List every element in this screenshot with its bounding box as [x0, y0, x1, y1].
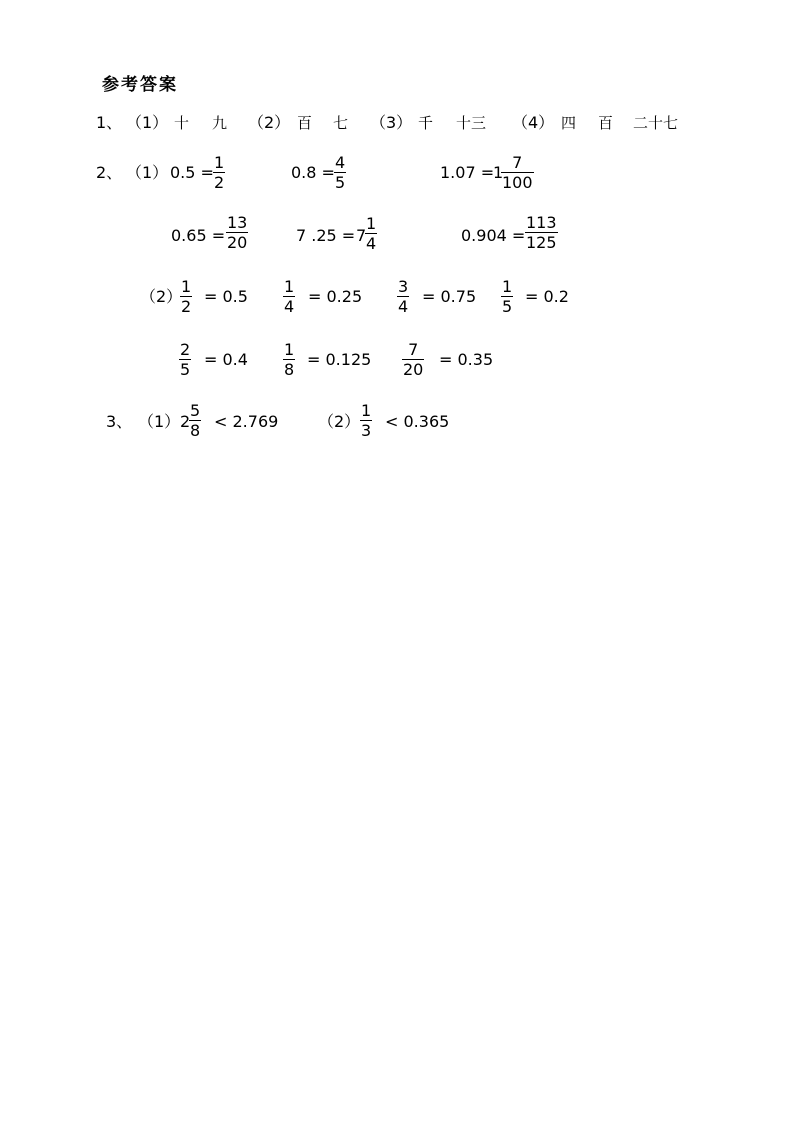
fraction [334, 153, 346, 192]
equation-rhs: = 0.35 [439, 350, 494, 369]
denominator: 4 [398, 297, 409, 316]
denominator: 20 [227, 233, 248, 252]
equation-rhs: = 0.5 [204, 287, 248, 306]
question-number: 1、 [96, 113, 123, 132]
part-label: （2） [140, 287, 183, 306]
numerator: 13 [227, 213, 248, 232]
equation-rhs: = 0.2 [525, 287, 569, 306]
question-number: 3、 [106, 412, 133, 431]
numerator: 1 [284, 340, 295, 359]
page-title: 参考答案 [102, 75, 178, 95]
inequality-rhs: < 2.769 [214, 412, 279, 431]
equation-rhs: = 0.75 [422, 287, 477, 306]
fraction [226, 213, 248, 252]
denominator: 8 [284, 360, 295, 379]
fraction [501, 153, 534, 192]
denominator: 100 [502, 173, 533, 192]
denominator: 8 [190, 421, 201, 440]
fraction [397, 277, 409, 316]
equation-lhs: 0.904 = [461, 226, 526, 245]
fraction [189, 401, 201, 440]
equation-lhs: 0.8 = [291, 163, 335, 182]
denominator: 2 [214, 173, 225, 192]
numerator: 1 [361, 401, 372, 420]
fraction [283, 340, 295, 379]
numerator: 1 [214, 153, 225, 172]
denominator: 125 [526, 233, 557, 252]
fraction [283, 277, 295, 316]
denominator: 2 [181, 297, 192, 316]
denominator: 4 [284, 297, 295, 316]
part-label: （4） [512, 113, 555, 132]
answer-text: 百 [598, 114, 614, 132]
denominator: 20 [403, 360, 424, 379]
numerator: 7 [408, 340, 419, 359]
equation-lhs: 0.65 = [171, 226, 226, 245]
answer-text: 十三 [456, 114, 487, 132]
equation-rhs: = 0.25 [308, 287, 363, 306]
answer-text: 七 [333, 114, 349, 132]
equation-lhs: 0.5 = [170, 163, 214, 182]
inequality-rhs: < 0.365 [385, 412, 450, 431]
denominator: 5 [335, 173, 346, 192]
fraction [179, 340, 191, 379]
part-label: （2） [248, 113, 291, 132]
answer-text: 九 [212, 114, 228, 132]
numerator: 5 [190, 401, 201, 420]
fraction [213, 153, 225, 192]
whole-number: 2 [180, 412, 191, 431]
equation-lhs: 1.07 = [440, 163, 495, 182]
answer-text: 十 [174, 114, 190, 132]
answer-text: 百 [297, 114, 313, 132]
numerator: 4 [335, 153, 346, 172]
fraction [360, 401, 372, 440]
part-label: （2） [318, 412, 361, 431]
numerator: 1 [502, 277, 513, 296]
whole-number: 1 [493, 163, 504, 182]
equation-rhs: = 0.4 [204, 350, 248, 369]
part-label: （1） [126, 113, 169, 132]
part-label: （1） [126, 163, 169, 182]
fraction [402, 340, 424, 379]
numerator: 113 [526, 213, 557, 232]
answer-text: 四 [561, 114, 577, 132]
whole-number: 7 [356, 226, 367, 245]
numerator: 1 [366, 214, 377, 233]
equation-lhs: 7 .25 = [296, 226, 356, 245]
numerator: 1 [181, 277, 192, 296]
numerator: 1 [284, 277, 295, 296]
part-label: （3） [370, 113, 413, 132]
fraction [365, 214, 377, 253]
answer-text: 二十七 [633, 114, 679, 132]
denominator: 5 [502, 297, 513, 316]
numerator: 3 [398, 277, 409, 296]
question-number: 2、 [96, 163, 123, 182]
denominator: 4 [366, 234, 377, 253]
denominator: 3 [361, 421, 372, 440]
fraction [180, 277, 192, 316]
denominator: 5 [180, 360, 191, 379]
numerator: 7 [512, 153, 523, 172]
fraction [501, 277, 513, 316]
answer-text: 千 [418, 114, 434, 132]
fraction [525, 213, 558, 252]
numerator: 2 [180, 340, 191, 359]
equation-rhs: = 0.125 [307, 350, 372, 369]
part-label: （1） [138, 412, 181, 431]
